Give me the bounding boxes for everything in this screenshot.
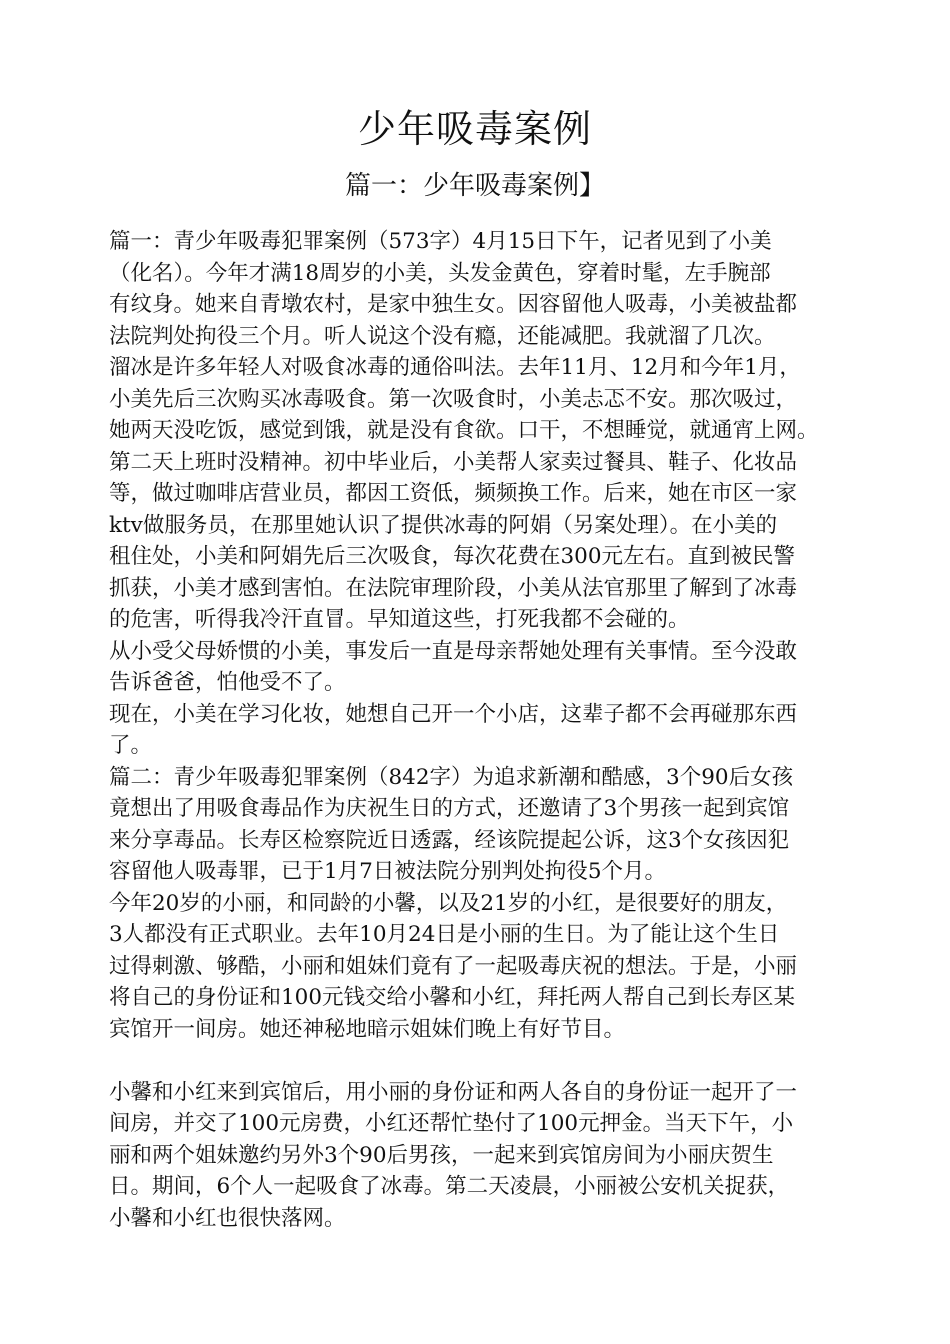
text-line: 的危害，听得我冷汗直冒。早知道这些，打死我都不会碰的。 [109,607,690,632]
text-line: 租住处，小美和阿娟先后三次吸食，每次花费在300元左右。直到被民警 [109,544,796,569]
text-line: 来分享毒品。长寿区检察院近日透露，经该院提起公诉，这3个女孩因犯 [109,827,790,853]
text-line: 丽和两个姐妹邀约另外3个90后男孩，一起来到宾馆房间为小丽庆贺生 [109,1142,774,1168]
text-line: 第二天上班时没精神。初中毕业后，小美帮人家卖过餐具、鞋子、化妆品 [109,449,798,475]
text-line: 过得刺激、够酷，小丽和姐妹们竟有了一起吸毒庆祝的想法。于是，小丽 [109,953,798,979]
text-line: 从小受父母娇惯的小美，事发后一直是母亲帮她处理有关事情。至今没敢 [109,638,798,664]
text-line: ktv做服务员，在那里她认识了提供冰毒的阿娟（另案处理）。在小美的 [109,512,778,538]
text-line: 等，做过咖啡店营业员，都因工资低，频频换工作。后来，她在市区一家 [109,481,798,506]
document-title: 少年吸毒案例 [357,107,592,151]
text-line: 溜冰是许多年轻人对吸食冰毒的通俗叫法。去年11月、12月和今年1月， [109,355,801,380]
text-line: 容留他人吸毒罪，已于1月7日被法院分别判处拘役5个月。 [109,859,667,884]
text-line: 将自己的身份证和100元钱交给小馨和小红，拜托两人帮自己到长寿区某 [109,985,796,1010]
text-line: （化名）。今年才满18周岁的小美，头发金黄色，穿着时髦，左手腕部 [109,260,771,286]
text-line: 今年20岁的小丽，和同龄的小馨，以及21岁的小红，是很要好的朋友， [109,890,788,916]
text-line: 篇一：青少年吸毒犯罪案例（573字）4月15日下午，记者见到了小美 [109,229,772,254]
text-line: 她两天没吃饭，感觉到饿，就是没有食欲。口干，不想睡觉，就通宵上网。 [109,418,819,443]
text-line: 宾馆开一间房。她还神秘地暗示姐妹们晚上有好节目。 [109,1016,626,1042]
paragraph-gap [109,1045,909,1077]
text-line: 3人都没有正式职业。去年10月24日是小丽的生日。为了能让这个生日 [109,922,780,947]
document-body [109,226,909,1234]
text-line: 竟想出了用吸食毒品作为庆祝生日的方式，还邀请了3个男孩一起到宾馆 [109,796,790,821]
text-line: 间房，并交了100元房费，小红还帮忙垫付了100元押金。当天下午，小 [109,1111,794,1136]
text-line: 现在，小美在学习化妆，她想自己开一个小店，这辈子都不会再碰那东西 [109,701,798,727]
text-line: 有纹身。她来自青墩农村，是家中独生女。因容留他人吸毒，小美被盐都 [109,292,798,317]
text-line: 小馨和小红来到宾馆后，用小丽的身份证和两人各自的身份证一起开了一 [109,1079,798,1105]
text-line: 小美先后三次购买冰毒吸食。第一次吸食时，小美忐忑不安。那次吸过， [109,386,798,412]
text-line: 日。期间，6个人一起吸食了冰毒。第二天凌晨，小丽被公安机关捉获， [109,1174,790,1199]
text-line: 篇二：青少年吸毒犯罪案例（842字）为追求新潮和酷感，3个90后女孩 [109,764,794,790]
text-line: 小馨和小红也很快落网。 [109,1205,346,1231]
document-subtitle: 篇一：少年吸毒案例】 [344,171,605,201]
text-line: 法院判处拘役三个月。听人说这个没有瘾，还能减肥。我就溜了几次。 [109,323,776,349]
text-line: 了。 [109,733,153,758]
text-line: 抓获，小美才感到害怕。在法院审理阶段，小美从法官那里了解到了冰毒 [109,575,798,601]
text-line: 告诉爸爸，怕他受不了。 [109,670,346,695]
